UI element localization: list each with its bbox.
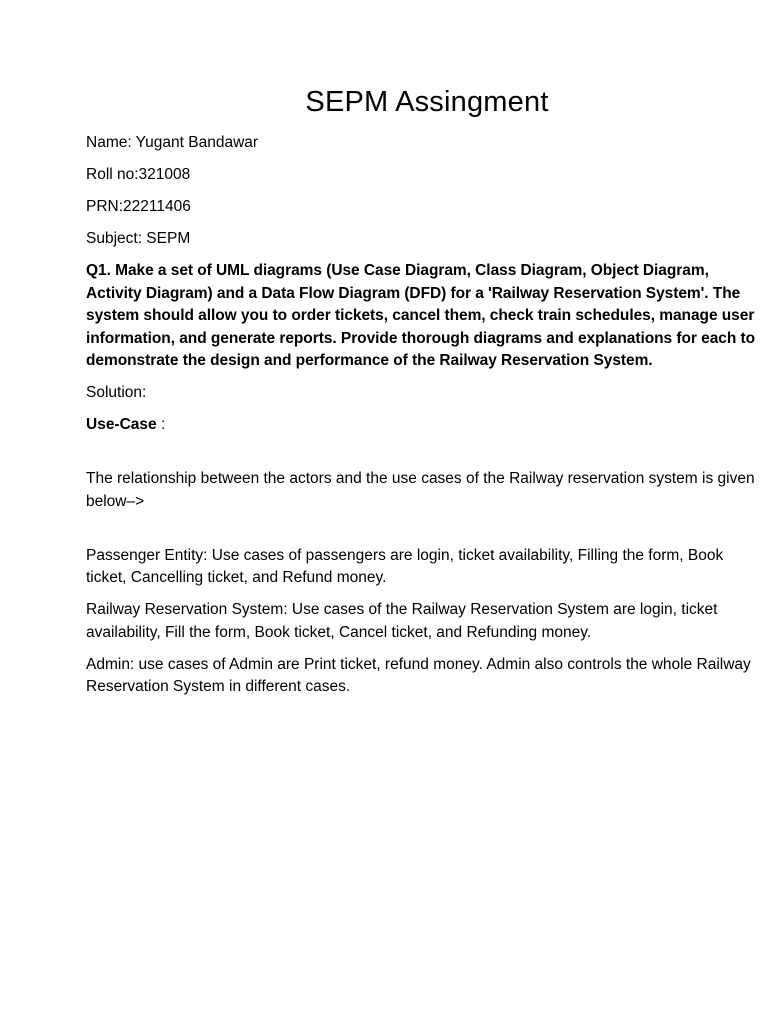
- blank-line: [86, 446, 762, 468]
- prn-line: PRN:22211406: [86, 198, 191, 215]
- question-paragraph: Q1. Make a set of UML diagrams (Use Case Diagram, Class Diagram, Object Diagram, Activity Diagram) and a Data Flow Diagram (DFD) for a 'Railway Reservation System'. The system should allow you to order tickets, cancel them, check train schedules, manage user information, and generate reports. Provide thorough diagrams and explanations for each to demonstrate the design and performance of the Railway Reservation System.: [86, 262, 756, 369]
- blank-line: [86, 523, 762, 545]
- solution-label: Solution:: [86, 384, 147, 401]
- use-case-heading: Use-Case: [86, 416, 157, 433]
- admin-paragraph: Admin: use cases of Admin are Print ticket, refund money. Admin also controls the whole Railway Reservation System in different cases.: [86, 655, 751, 695]
- name-line: Name: Yugant Bandawar: [86, 134, 259, 151]
- system-paragraph: Railway Reservation System: Use cases of the Railway Reservation System are login, ticket availability, Fill the form, Book ticket, Cancel ticket, and Refunding money.: [86, 601, 718, 641]
- roll-number-line: Roll no:321008: [86, 166, 191, 183]
- document-title: SEPM Assingment: [305, 86, 549, 118]
- use-case-colon: :: [156, 416, 166, 433]
- document-body: [86, 132, 762, 708]
- relationship-paragraph: The relationship between the actors and the use cases of the Railway reservation system is given below–>: [86, 470, 755, 510]
- passenger-paragraph: Passenger Entity: Use cases of passengers are login, ticket availability, Filling the form, Book ticket, Cancelling ticket, and Refund money.: [86, 546, 724, 586]
- subject-line: Subject: SEPM: [86, 230, 191, 247]
- use-case-heading-line: [86, 414, 762, 437]
